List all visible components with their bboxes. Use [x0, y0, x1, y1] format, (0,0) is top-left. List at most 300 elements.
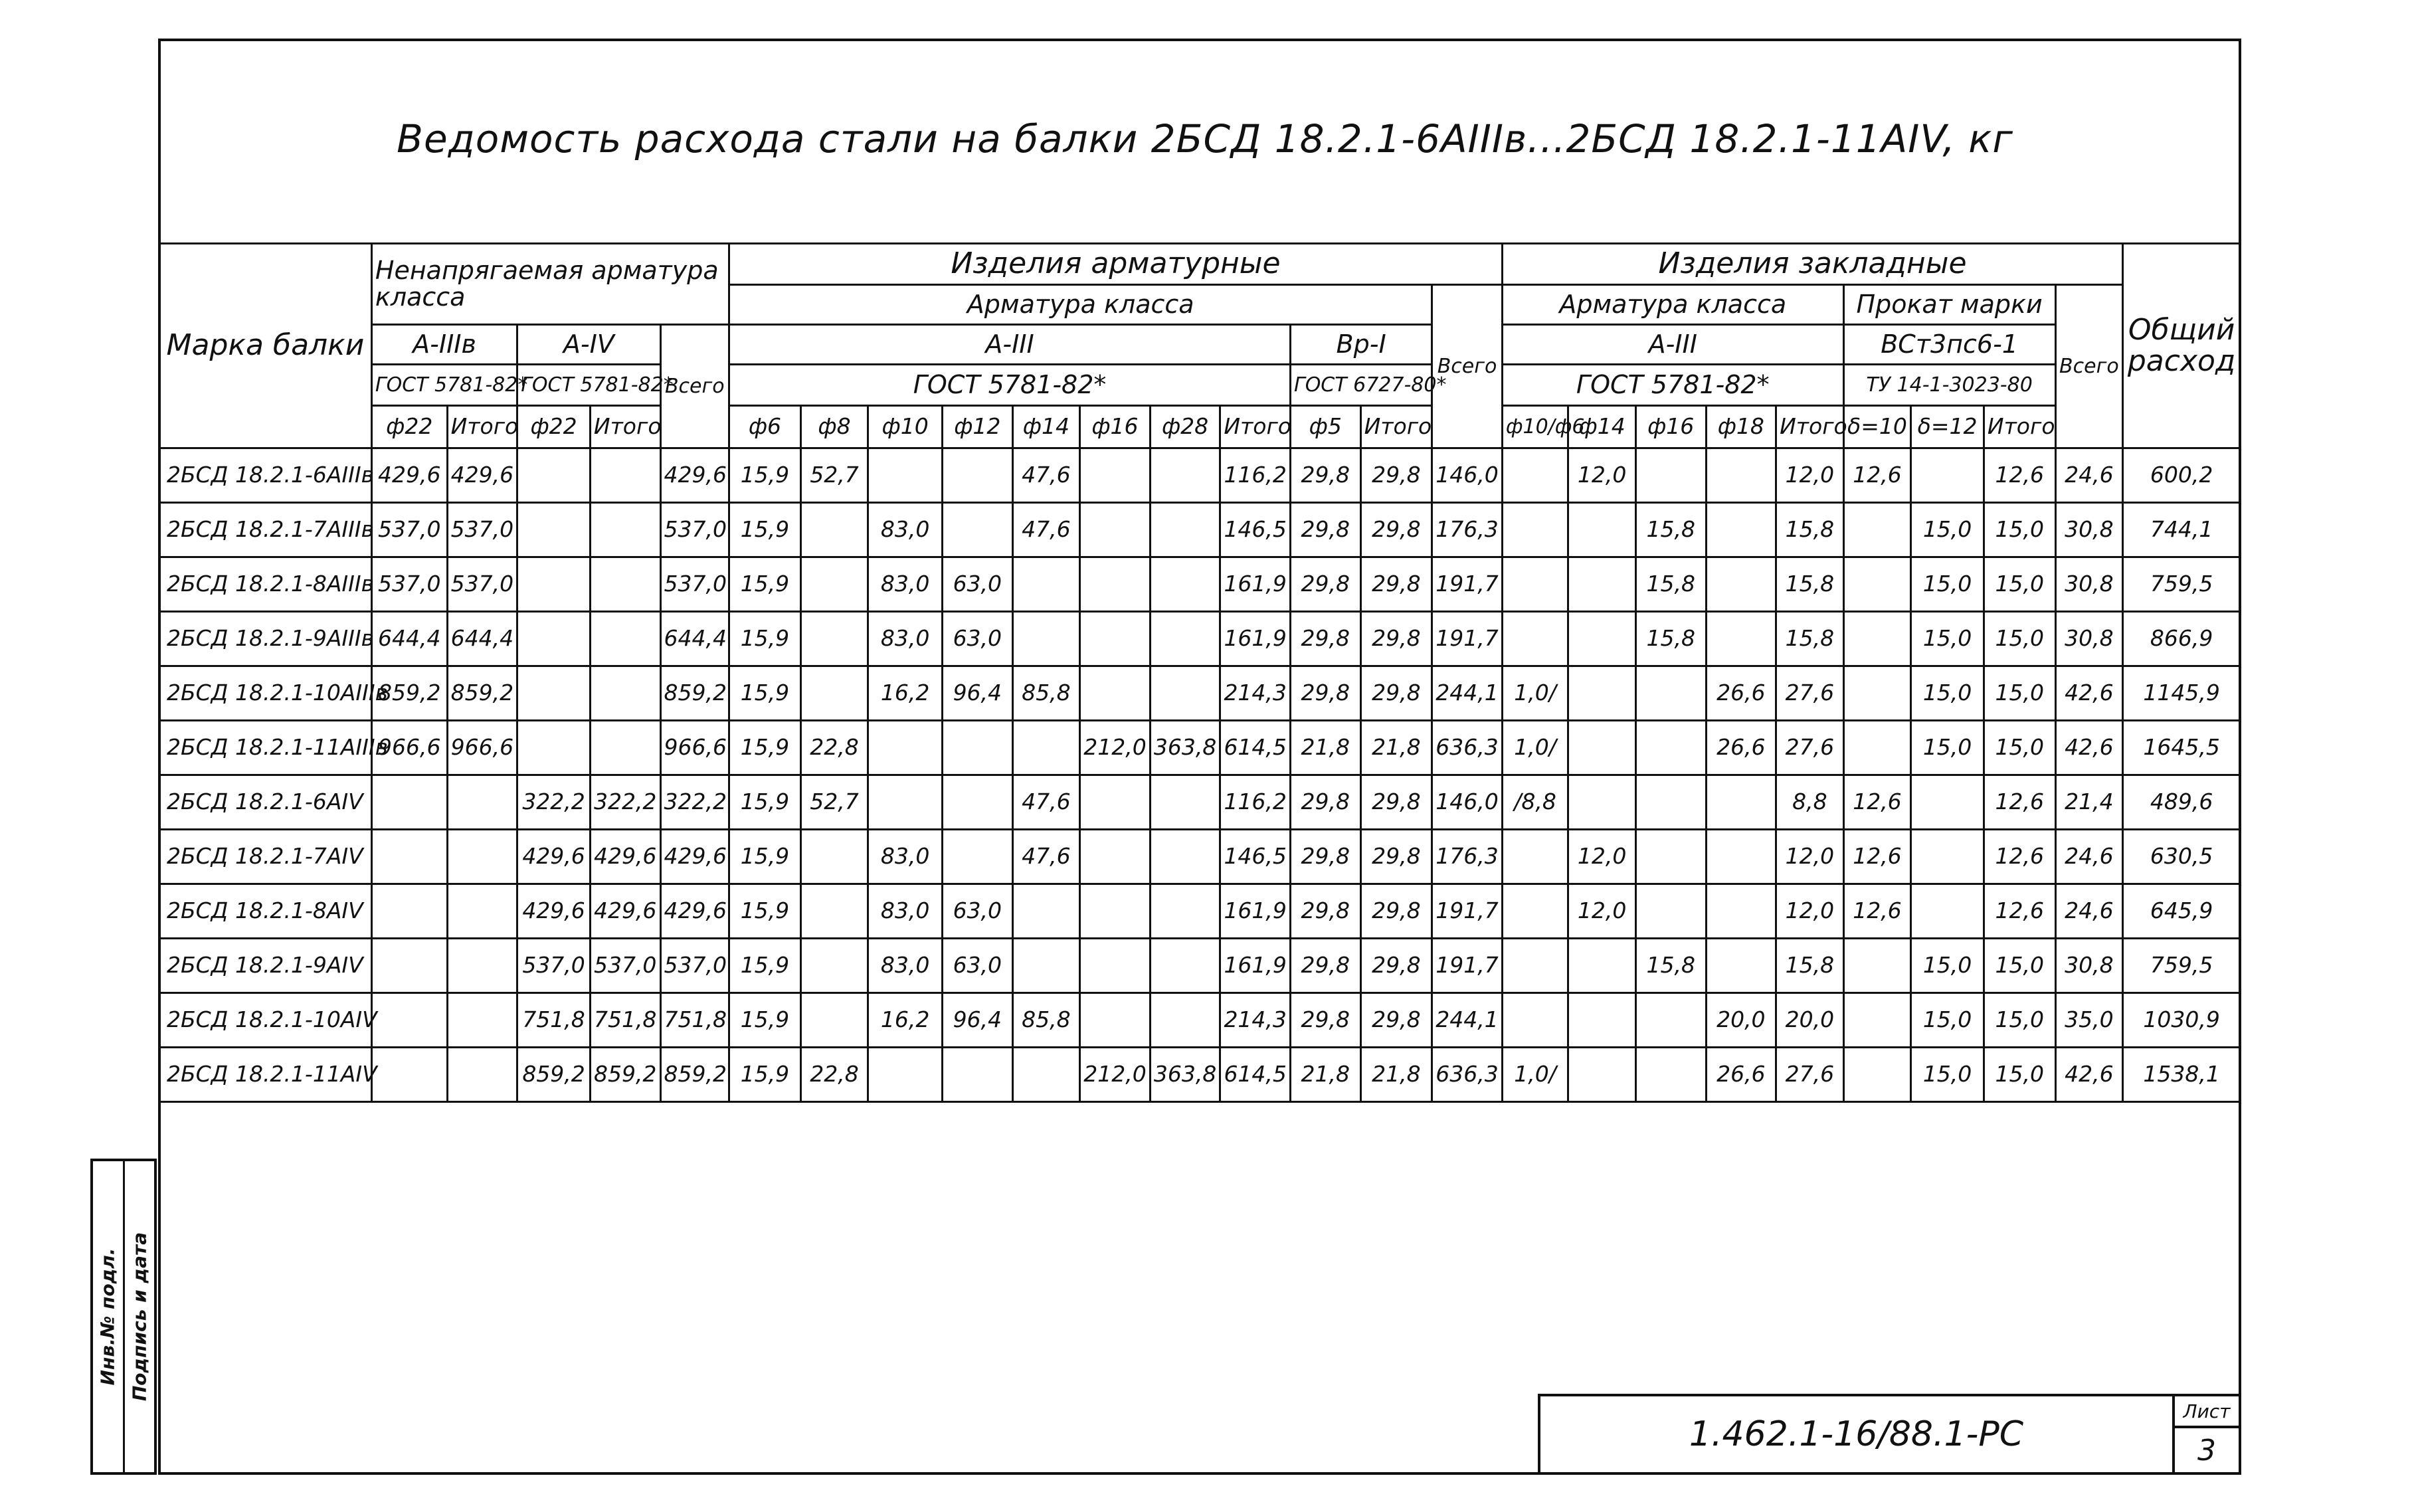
value-cell	[1911, 884, 1984, 939]
header-np-a3v: А-IIIв	[371, 325, 517, 365]
value-cell: 8,8	[1776, 775, 1844, 830]
value-cell: 21,8	[1290, 1048, 1360, 1102]
value-cell: 429,6	[447, 448, 517, 503]
value-cell: 644,4	[660, 612, 729, 666]
value-cell: 146,5	[1220, 503, 1291, 557]
value-cell: 146,0	[1432, 448, 1503, 503]
value-cell	[517, 448, 591, 503]
value-cell: 751,8	[517, 993, 591, 1048]
value-cell	[1502, 448, 1568, 503]
value-cell: 429,6	[590, 884, 660, 939]
value-cell: 191,7	[1432, 939, 1503, 993]
header-iz-d10: ф10/ф6	[1502, 406, 1568, 448]
value-cell	[590, 503, 660, 557]
value-cell: 116,2	[1220, 775, 1291, 830]
value-cell	[1843, 1048, 1911, 1102]
value-cell: 83,0	[868, 884, 943, 939]
value-cell: 29,8	[1290, 775, 1360, 830]
value-cell: 63,0	[943, 884, 1013, 939]
value-cell	[371, 775, 447, 830]
sheet-number: 3	[2197, 1433, 2216, 1467]
value-cell	[590, 721, 660, 775]
value-cell: 29,8	[1360, 612, 1432, 666]
value-cell: 161,9	[1220, 612, 1291, 666]
value-cell	[1080, 557, 1151, 612]
value-cell: 20,0	[1776, 993, 1844, 1048]
value-cell	[1150, 830, 1220, 884]
value-cell: 744,1	[2123, 503, 2241, 557]
value-cell: 63,0	[943, 939, 1013, 993]
header-ia-d5: ф5	[1290, 406, 1360, 448]
beam-mark-cell: 2БСД 18.2.1-9АIIIв	[159, 612, 372, 666]
value-cell	[590, 666, 660, 721]
beam-mark-cell: 2БСД 18.2.1-10АIIIв	[159, 666, 372, 721]
value-cell: 15,8	[1635, 503, 1706, 557]
value-cell: 29,8	[1360, 557, 1432, 612]
value-cell: 30,8	[2055, 503, 2123, 557]
value-cell	[1080, 939, 1151, 993]
value-cell: 161,9	[1220, 557, 1291, 612]
header-np-itogo-a: Итого	[447, 406, 517, 448]
value-cell: 15,8	[1635, 612, 1706, 666]
value-cell: 859,2	[517, 1048, 591, 1102]
value-cell: 966,6	[660, 721, 729, 775]
value-cell: 191,7	[1432, 884, 1503, 939]
value-cell	[590, 557, 660, 612]
value-cell: 214,3	[1220, 666, 1291, 721]
value-cell	[590, 612, 660, 666]
value-cell: 15,0	[1911, 1048, 1984, 1102]
header-iz-itogo-p: Итого	[1984, 406, 2055, 448]
value-cell	[1843, 939, 1911, 993]
header-np-d22b: ф22	[517, 406, 591, 448]
header-iz-group: Изделия закладные	[1502, 244, 2122, 285]
value-cell	[1080, 884, 1151, 939]
value-cell: 537,0	[371, 557, 447, 612]
value-cell: 12,6	[1984, 884, 2055, 939]
value-cell: 161,9	[1220, 884, 1291, 939]
value-cell: 12,0	[1568, 448, 1636, 503]
value-cell: 83,0	[868, 612, 943, 666]
value-cell	[1080, 993, 1151, 1048]
value-cell: 29,8	[1360, 666, 1432, 721]
value-cell: 1,0/	[1502, 666, 1568, 721]
value-cell: 24,6	[2055, 884, 2123, 939]
value-cell: 859,2	[660, 666, 729, 721]
value-cell: 146,5	[1220, 830, 1291, 884]
header-iz-prokat: Прокат марки	[1843, 285, 2055, 325]
value-cell: 12,6	[1843, 775, 1911, 830]
value-cell	[1080, 612, 1151, 666]
value-cell	[943, 830, 1013, 884]
value-cell: 29,8	[1290, 939, 1360, 993]
value-cell	[800, 612, 868, 666]
value-cell	[1012, 1048, 1080, 1102]
value-cell	[447, 775, 517, 830]
value-cell	[1706, 939, 1776, 993]
value-cell: 1538,1	[2123, 1048, 2241, 1102]
value-cell	[1706, 448, 1776, 503]
value-cell	[1706, 775, 1776, 830]
value-cell	[371, 830, 447, 884]
header-iz-gost: ГОСТ 5781-82*	[1502, 365, 1843, 406]
value-cell: 859,2	[590, 1048, 660, 1102]
value-cell	[1012, 557, 1080, 612]
header-ia-d28: ф28	[1150, 406, 1220, 448]
value-cell: 15,0	[1911, 721, 1984, 775]
header-ia-a3: А-III	[729, 325, 1291, 365]
value-cell	[1706, 612, 1776, 666]
value-cell: 29,8	[1290, 557, 1360, 612]
header-iz-tu: ТУ 14-1-3023-80	[1843, 365, 2055, 406]
value-cell: 1030,9	[2123, 993, 2241, 1048]
sheet-box	[2175, 1396, 2239, 1472]
value-cell	[1150, 939, 1220, 993]
value-cell: 15,9	[729, 993, 801, 1048]
beam-mark-cell: 2БСД 18.2.1-10АIV	[159, 993, 372, 1048]
value-cell	[1635, 721, 1706, 775]
table-row	[159, 612, 2241, 666]
value-cell: 966,6	[447, 721, 517, 775]
value-cell: 429,6	[371, 448, 447, 503]
value-cell: 429,6	[660, 884, 729, 939]
value-cell: 644,4	[447, 612, 517, 666]
value-cell	[371, 993, 447, 1048]
value-cell: 759,5	[2123, 557, 2241, 612]
header-iz-vst: ВСт3пс6-1	[1843, 325, 2055, 365]
value-cell	[800, 666, 868, 721]
value-cell: 29,8	[1290, 993, 1360, 1048]
value-cell: 15,0	[1984, 666, 2055, 721]
value-cell: 489,6	[2123, 775, 2241, 830]
value-cell: 85,8	[1012, 993, 1080, 1048]
value-cell: 537,0	[660, 503, 729, 557]
value-cell	[1502, 612, 1568, 666]
value-cell	[868, 1048, 943, 1102]
value-cell: 29,8	[1360, 939, 1432, 993]
value-cell: 27,6	[1776, 666, 1844, 721]
value-cell: 759,5	[2123, 939, 2241, 993]
value-cell	[800, 993, 868, 1048]
header-iz-t12: δ=12	[1911, 406, 1984, 448]
value-cell: 15,9	[729, 830, 801, 884]
value-cell: 29,8	[1290, 830, 1360, 884]
header-ia-gost-bp: ГОСТ 6727-80*	[1290, 365, 1432, 406]
table-row	[159, 830, 2241, 884]
value-cell: 15,0	[1911, 612, 1984, 666]
value-cell: 15,0	[1984, 721, 2055, 775]
value-cell: 15,0	[1984, 503, 2055, 557]
value-cell	[1635, 884, 1706, 939]
value-cell	[1150, 612, 1220, 666]
value-cell	[943, 775, 1013, 830]
value-cell	[1568, 721, 1636, 775]
value-cell: 1,0/	[1502, 721, 1568, 775]
table-row	[159, 775, 2241, 830]
value-cell: 12,6	[1984, 830, 2055, 884]
value-cell	[1706, 557, 1776, 612]
beam-mark-cell: 2БСД 18.2.1-7АIV	[159, 830, 372, 884]
value-cell: 859,2	[660, 1048, 729, 1102]
value-cell	[1012, 721, 1080, 775]
value-cell: 85,8	[1012, 666, 1080, 721]
value-cell: 636,3	[1432, 1048, 1503, 1102]
value-cell: 614,5	[1220, 1048, 1291, 1102]
value-cell: 537,0	[447, 557, 517, 612]
value-cell: 15,9	[729, 721, 801, 775]
value-cell: 16,2	[868, 666, 943, 721]
value-cell	[1080, 666, 1151, 721]
value-cell	[1911, 830, 1984, 884]
value-cell: 176,3	[1432, 503, 1503, 557]
header-ia-d14: ф14	[1012, 406, 1080, 448]
value-cell	[1012, 884, 1080, 939]
value-cell: 12,6	[1843, 830, 1911, 884]
value-cell: 429,6	[660, 448, 729, 503]
value-cell: 15,9	[729, 612, 801, 666]
header-iz-d16: ф16	[1635, 406, 1706, 448]
value-cell: 83,0	[868, 830, 943, 884]
document-code: 1.462.1-16/88.1-РС	[1540, 1396, 2175, 1472]
side-stamp	[90, 1159, 157, 1475]
value-cell	[1568, 993, 1636, 1048]
value-cell: 24,6	[2055, 448, 2123, 503]
value-cell: 15,8	[1635, 939, 1706, 993]
value-cell: 83,0	[868, 557, 943, 612]
value-cell	[517, 503, 591, 557]
value-cell: 15,9	[729, 884, 801, 939]
value-cell: 429,6	[517, 884, 591, 939]
value-cell: 1145,9	[2123, 666, 2241, 721]
value-cell: 15,0	[1911, 557, 1984, 612]
table-row	[159, 666, 2241, 721]
value-cell: 644,4	[371, 612, 447, 666]
header-ia-group: Изделия арматурные	[729, 244, 1503, 285]
value-cell: 15,0	[1984, 612, 2055, 666]
header-ia-d8: ф8	[800, 406, 868, 448]
value-cell	[447, 884, 517, 939]
value-cell	[1012, 612, 1080, 666]
value-cell: 20,0	[1706, 993, 1776, 1048]
header-iz-a3: А-III	[1502, 325, 1843, 365]
table-body	[159, 448, 2241, 1102]
value-cell: 30,8	[2055, 612, 2123, 666]
value-cell: 47,6	[1012, 830, 1080, 884]
value-cell	[800, 939, 868, 993]
page-title: Ведомость расхода стали на балки 2БСД 18.2.1-6АIIIв...2БСД 18.2.1-11АIV, кг	[397, 116, 2013, 161]
value-cell: 600,2	[2123, 448, 2241, 503]
value-cell	[1150, 448, 1220, 503]
value-cell: 21,4	[2055, 775, 2123, 830]
value-cell: 15,0	[1911, 993, 1984, 1048]
value-cell	[1568, 939, 1636, 993]
value-cell: 15,8	[1635, 557, 1706, 612]
value-cell: 29,8	[1290, 448, 1360, 503]
header-ia-class: Арматура класса	[729, 285, 1432, 325]
value-cell	[943, 448, 1013, 503]
value-cell: 859,2	[371, 666, 447, 721]
value-cell	[1502, 503, 1568, 557]
value-cell: 21,8	[1290, 721, 1360, 775]
value-cell: 15,8	[1776, 557, 1844, 612]
value-cell: 429,6	[590, 830, 660, 884]
value-cell: 1645,5	[2123, 721, 2241, 775]
steel-consumption-table	[158, 242, 2241, 1103]
value-cell	[447, 830, 517, 884]
value-cell: 15,0	[1984, 993, 2055, 1048]
value-cell: 29,8	[1290, 666, 1360, 721]
value-cell: 15,8	[1776, 503, 1844, 557]
table-row	[159, 503, 2241, 557]
header-np-group: Ненапрягаемая арматура класса	[371, 244, 729, 325]
beam-mark-cell: 2БСД 18.2.1-11АIV	[159, 1048, 372, 1102]
beam-mark-cell: 2БСД 18.2.1-11АIIIв	[159, 721, 372, 775]
value-cell	[1502, 993, 1568, 1048]
table-row	[159, 557, 2241, 612]
value-cell	[1502, 557, 1568, 612]
header-np-itogo-b: Итого	[590, 406, 660, 448]
value-cell	[800, 884, 868, 939]
title-block	[1538, 1394, 2241, 1475]
value-cell	[1080, 448, 1151, 503]
value-cell: 176,3	[1432, 830, 1503, 884]
beam-mark-cell: 2БСД 18.2.1-7АIIIв	[159, 503, 372, 557]
value-cell: 26,6	[1706, 721, 1776, 775]
value-cell	[1843, 557, 1911, 612]
value-cell: 537,0	[447, 503, 517, 557]
value-cell: 96,4	[943, 666, 1013, 721]
value-cell	[1502, 884, 1568, 939]
value-cell	[1012, 939, 1080, 993]
header-ia-itogo-bp: Итого	[1360, 406, 1432, 448]
value-cell: 214,3	[1220, 993, 1291, 1048]
value-cell	[1080, 830, 1151, 884]
value-cell: 83,0	[868, 939, 943, 993]
value-cell: 22,8	[800, 1048, 868, 1102]
value-cell: 12,6	[1843, 448, 1911, 503]
value-cell: 15,9	[729, 1048, 801, 1102]
side-stamp-sign	[125, 1161, 155, 1472]
value-cell: 26,6	[1706, 1048, 1776, 1102]
value-cell	[868, 721, 943, 775]
value-cell	[371, 884, 447, 939]
value-cell	[1706, 884, 1776, 939]
table-row	[159, 448, 2241, 503]
value-cell: 12,0	[1568, 884, 1636, 939]
value-cell	[517, 612, 591, 666]
value-cell	[1150, 666, 1220, 721]
value-cell: 15,0	[1911, 939, 1984, 993]
value-cell: 537,0	[517, 939, 591, 993]
value-cell	[1502, 939, 1568, 993]
value-cell	[1502, 830, 1568, 884]
value-cell: 15,0	[1984, 939, 2055, 993]
value-cell: 29,8	[1360, 775, 1432, 830]
value-cell: 30,8	[2055, 939, 2123, 993]
value-cell	[800, 503, 868, 557]
value-cell: 537,0	[590, 939, 660, 993]
value-cell: 537,0	[371, 503, 447, 557]
value-cell: 47,6	[1012, 775, 1080, 830]
value-cell: 12,6	[1984, 775, 2055, 830]
value-cell	[1080, 775, 1151, 830]
value-cell	[943, 503, 1013, 557]
value-cell: 244,1	[1432, 666, 1503, 721]
value-cell: 116,2	[1220, 448, 1291, 503]
header-np-gost1: ГОСТ 5781-82*	[371, 365, 517, 406]
value-cell: 29,8	[1360, 884, 1432, 939]
value-cell: 29,8	[1290, 503, 1360, 557]
value-cell: 30,8	[2055, 557, 2123, 612]
value-cell: 15,9	[729, 557, 801, 612]
value-cell	[1706, 503, 1776, 557]
value-cell: 966,6	[371, 721, 447, 775]
value-cell: 146,0	[1432, 775, 1503, 830]
value-cell: 636,3	[1432, 721, 1503, 775]
value-cell	[1635, 830, 1706, 884]
value-cell	[1706, 830, 1776, 884]
value-cell: 751,8	[660, 993, 729, 1048]
value-cell	[1568, 1048, 1636, 1102]
value-cell: 63,0	[943, 612, 1013, 666]
header-np-gost2: ГОСТ 5781-82*	[517, 365, 660, 406]
value-cell: 27,6	[1776, 721, 1844, 775]
header-iz-d14: ф14	[1568, 406, 1636, 448]
value-cell: 191,7	[1432, 557, 1503, 612]
header-overall: Общий расход	[2123, 244, 2241, 448]
value-cell: 15,9	[729, 775, 801, 830]
value-cell	[447, 939, 517, 993]
value-cell	[1635, 448, 1706, 503]
value-cell: 24,6	[2055, 830, 2123, 884]
value-cell	[1843, 612, 1911, 666]
value-cell	[868, 775, 943, 830]
value-cell: 12,6	[1843, 884, 1911, 939]
value-cell	[1150, 993, 1220, 1048]
header-ia-d16: ф16	[1080, 406, 1151, 448]
value-cell: 15,9	[729, 666, 801, 721]
value-cell	[371, 939, 447, 993]
header-ia-d12: ф12	[943, 406, 1013, 448]
value-cell: 15,0	[1911, 666, 1984, 721]
value-cell	[1150, 775, 1220, 830]
value-cell	[1150, 557, 1220, 612]
value-cell: 537,0	[660, 557, 729, 612]
value-cell	[1911, 448, 1984, 503]
value-cell: 322,2	[517, 775, 591, 830]
value-cell: 363,8	[1150, 1048, 1220, 1102]
value-cell: 52,7	[800, 775, 868, 830]
value-cell	[1635, 666, 1706, 721]
value-cell: 29,8	[1360, 830, 1432, 884]
value-cell	[943, 1048, 1013, 1102]
beam-mark-cell: 2БСД 18.2.1-6АIV	[159, 775, 372, 830]
value-cell	[943, 721, 1013, 775]
value-cell	[1568, 666, 1636, 721]
value-cell	[1843, 666, 1911, 721]
header-iz-itogo: Итого	[1776, 406, 1844, 448]
value-cell	[447, 993, 517, 1048]
value-cell: 1,0/	[1502, 1048, 1568, 1102]
side-stamp-sign-label: Подпись и дата	[128, 1232, 151, 1402]
table-row	[159, 939, 2241, 993]
value-cell: 12,0	[1776, 830, 1844, 884]
value-cell: 42,6	[2055, 1048, 2123, 1102]
value-cell: 15,9	[729, 939, 801, 993]
value-cell: 21,8	[1360, 1048, 1432, 1102]
value-cell: 645,9	[2123, 884, 2241, 939]
value-cell: 29,8	[1360, 448, 1432, 503]
